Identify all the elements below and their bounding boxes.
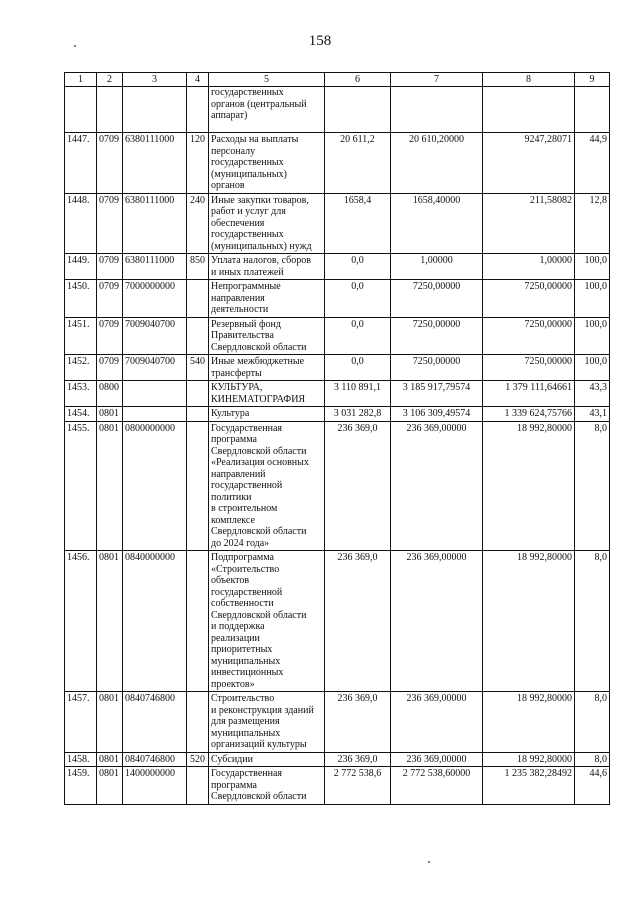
target-code: 7009040700 bbox=[123, 355, 187, 381]
expense-type: 540 bbox=[187, 355, 209, 381]
item-name: Подпрограмма «Строительство объектов государственной собственности Свердловской области и поддержка реализации приоритетных муниципальных инвестиционных проектов» bbox=[209, 551, 325, 692]
item-name: Непрограммные направления деятельности bbox=[209, 280, 325, 318]
plan-amount: 0,0 bbox=[325, 317, 391, 355]
execution-percent: 8,0 bbox=[575, 421, 610, 551]
scan-speck bbox=[74, 45, 76, 47]
column-number: 1 bbox=[65, 73, 97, 87]
updated-amount: 236 369,00000 bbox=[391, 752, 483, 767]
expense-type bbox=[187, 551, 209, 692]
table-row bbox=[65, 193, 610, 254]
plan-amount: 236 369,0 bbox=[325, 551, 391, 692]
item-name: государственных органов (центральный аппарат) bbox=[209, 87, 325, 133]
updated-amount: 2 772 538,60000 bbox=[391, 767, 483, 805]
expense-type bbox=[187, 87, 209, 133]
plan-amount: 236 369,0 bbox=[325, 752, 391, 767]
section-code bbox=[97, 87, 123, 133]
updated-amount: 1,00000 bbox=[391, 254, 483, 280]
execution-percent: 8,0 bbox=[575, 752, 610, 767]
plan-amount: 1658,4 bbox=[325, 193, 391, 254]
execution-percent: 8,0 bbox=[575, 551, 610, 692]
executed-amount: 1 379 111,64661 bbox=[483, 381, 575, 407]
section-code: 0709 bbox=[97, 254, 123, 280]
budget-table bbox=[64, 72, 610, 805]
updated-amount: 7250,00000 bbox=[391, 280, 483, 318]
execution-percent bbox=[575, 87, 610, 133]
updated-amount: 7250,00000 bbox=[391, 317, 483, 355]
row-number: 1455. bbox=[65, 421, 97, 551]
target-code: 0840746800 bbox=[123, 692, 187, 753]
table-row bbox=[65, 254, 610, 280]
item-name: Расходы на выплаты персоналу государственных (муниципальных) органов bbox=[209, 133, 325, 194]
target-code: 1400000000 bbox=[123, 767, 187, 805]
executed-amount: 7250,00000 bbox=[483, 280, 575, 318]
item-name: Строительство и реконструкция зданий для размещения муниципальных организаций культуры bbox=[209, 692, 325, 753]
target-code: 0840000000 bbox=[123, 551, 187, 692]
row-number: 1449. bbox=[65, 254, 97, 280]
item-name: Культура bbox=[209, 407, 325, 422]
execution-percent: 43,3 bbox=[575, 381, 610, 407]
updated-amount: 7250,00000 bbox=[391, 355, 483, 381]
row-number: 1453. bbox=[65, 381, 97, 407]
executed-amount: 18 992,80000 bbox=[483, 551, 575, 692]
row-number: 1452. bbox=[65, 355, 97, 381]
executed-amount: 1,00000 bbox=[483, 254, 575, 280]
target-code: 7009040700 bbox=[123, 317, 187, 355]
continuation-row bbox=[65, 87, 610, 133]
item-name: Иные закупки товаров, работ и услуг для обеспечения государственных (муниципальных) нужд bbox=[209, 193, 325, 254]
column-numbers-row bbox=[65, 73, 610, 87]
executed-amount: 18 992,80000 bbox=[483, 421, 575, 551]
table-row bbox=[65, 280, 610, 318]
expense-type bbox=[187, 421, 209, 551]
row-number: 1457. bbox=[65, 692, 97, 753]
item-name: Государственная программа Свердловской области «Реализация основных направлений государственной политики в строительном комплексе Свердловской области до 2024 года» bbox=[209, 421, 325, 551]
plan-amount: 0,0 bbox=[325, 355, 391, 381]
table-row bbox=[65, 752, 610, 767]
scan-speck bbox=[428, 861, 430, 863]
execution-percent: 100,0 bbox=[575, 280, 610, 318]
plan-amount: 0,0 bbox=[325, 280, 391, 318]
section-code: 0709 bbox=[97, 355, 123, 381]
target-code: 0840746800 bbox=[123, 752, 187, 767]
column-number: 7 bbox=[391, 73, 483, 87]
execution-percent: 44,6 bbox=[575, 767, 610, 805]
plan-amount: 0,0 bbox=[325, 254, 391, 280]
section-code: 0800 bbox=[97, 381, 123, 407]
execution-percent: 43,1 bbox=[575, 407, 610, 422]
table-row bbox=[65, 407, 610, 422]
section-code: 0801 bbox=[97, 407, 123, 422]
row-number: 1458. bbox=[65, 752, 97, 767]
table-row bbox=[65, 551, 610, 692]
executed-amount bbox=[483, 87, 575, 133]
expense-type bbox=[187, 407, 209, 422]
column-number: 5 bbox=[209, 73, 325, 87]
table-body bbox=[65, 87, 610, 805]
updated-amount: 1658,40000 bbox=[391, 193, 483, 254]
execution-percent: 100,0 bbox=[575, 317, 610, 355]
plan-amount: 236 369,0 bbox=[325, 692, 391, 753]
section-code: 0801 bbox=[97, 767, 123, 805]
row-number bbox=[65, 87, 97, 133]
expense-type: 850 bbox=[187, 254, 209, 280]
plan-amount: 20 611,2 bbox=[325, 133, 391, 194]
row-number: 1456. bbox=[65, 551, 97, 692]
target-code bbox=[123, 381, 187, 407]
item-name: Субсидии bbox=[209, 752, 325, 767]
target-code bbox=[123, 87, 187, 133]
execution-percent: 100,0 bbox=[575, 254, 610, 280]
table-row bbox=[65, 692, 610, 753]
executed-amount: 211,58082 bbox=[483, 193, 575, 254]
updated-amount: 236 369,00000 bbox=[391, 692, 483, 753]
expense-type bbox=[187, 381, 209, 407]
section-code: 0801 bbox=[97, 752, 123, 767]
executed-amount: 18 992,80000 bbox=[483, 692, 575, 753]
table-row bbox=[65, 317, 610, 355]
section-code: 0709 bbox=[97, 133, 123, 194]
expense-type bbox=[187, 692, 209, 753]
table-row bbox=[65, 767, 610, 805]
plan-amount: 236 369,0 bbox=[325, 421, 391, 551]
plan-amount bbox=[325, 87, 391, 133]
row-number: 1450. bbox=[65, 280, 97, 318]
section-code: 0709 bbox=[97, 193, 123, 254]
column-number: 2 bbox=[97, 73, 123, 87]
section-code: 0801 bbox=[97, 692, 123, 753]
execution-percent: 12,8 bbox=[575, 193, 610, 254]
executed-amount: 9247,28071 bbox=[483, 133, 575, 194]
item-name: Иные межбюджетные трансферты bbox=[209, 355, 325, 381]
table-row bbox=[65, 355, 610, 381]
expense-type: 520 bbox=[187, 752, 209, 767]
expense-type bbox=[187, 317, 209, 355]
updated-amount: 20 610,20000 bbox=[391, 133, 483, 194]
executed-amount: 18 992,80000 bbox=[483, 752, 575, 767]
updated-amount: 3 106 309,49574 bbox=[391, 407, 483, 422]
row-number: 1447. bbox=[65, 133, 97, 194]
updated-amount: 236 369,00000 bbox=[391, 421, 483, 551]
column-number: 4 bbox=[187, 73, 209, 87]
plan-amount: 3 110 891,1 bbox=[325, 381, 391, 407]
table-row bbox=[65, 381, 610, 407]
plan-amount: 3 031 282,8 bbox=[325, 407, 391, 422]
item-name: Государственная программа Свердловской области bbox=[209, 767, 325, 805]
column-number: 8 bbox=[483, 73, 575, 87]
target-code: 6380111000 bbox=[123, 254, 187, 280]
executed-amount: 7250,00000 bbox=[483, 355, 575, 381]
expense-type bbox=[187, 767, 209, 805]
section-code: 0801 bbox=[97, 551, 123, 692]
column-number: 6 bbox=[325, 73, 391, 87]
row-number: 1459. bbox=[65, 767, 97, 805]
expense-type bbox=[187, 280, 209, 318]
updated-amount: 3 185 917,79574 bbox=[391, 381, 483, 407]
executed-amount: 1 235 382,28492 bbox=[483, 767, 575, 805]
execution-percent: 8,0 bbox=[575, 692, 610, 753]
updated-amount: 236 369,00000 bbox=[391, 551, 483, 692]
section-code: 0709 bbox=[97, 280, 123, 318]
target-code bbox=[123, 407, 187, 422]
executed-amount: 1 339 624,75766 bbox=[483, 407, 575, 422]
expense-type: 240 bbox=[187, 193, 209, 254]
target-code: 6380111000 bbox=[123, 133, 187, 194]
target-code: 0800000000 bbox=[123, 421, 187, 551]
target-code: 6380111000 bbox=[123, 193, 187, 254]
updated-amount bbox=[391, 87, 483, 133]
column-number: 9 bbox=[575, 73, 610, 87]
column-number: 3 bbox=[123, 73, 187, 87]
row-number: 1454. bbox=[65, 407, 97, 422]
item-name: Уплата налогов, сборов и иных платежей bbox=[209, 254, 325, 280]
item-name: КУЛЬТУРА, КИНЕМАТОГРАФИЯ bbox=[209, 381, 325, 407]
row-number: 1451. bbox=[65, 317, 97, 355]
item-name: Резервный фонд Правительства Свердловской области bbox=[209, 317, 325, 355]
execution-percent: 44,9 bbox=[575, 133, 610, 194]
executed-amount: 7250,00000 bbox=[483, 317, 575, 355]
plan-amount: 2 772 538,6 bbox=[325, 767, 391, 805]
row-number: 1448. bbox=[65, 193, 97, 254]
section-code: 0801 bbox=[97, 421, 123, 551]
target-code: 7000000000 bbox=[123, 280, 187, 318]
expense-type: 120 bbox=[187, 133, 209, 194]
section-code: 0709 bbox=[97, 317, 123, 355]
execution-percent: 100,0 bbox=[575, 355, 610, 381]
table-row bbox=[65, 421, 610, 551]
table-row bbox=[65, 133, 610, 194]
page-number: 158 bbox=[308, 33, 332, 49]
